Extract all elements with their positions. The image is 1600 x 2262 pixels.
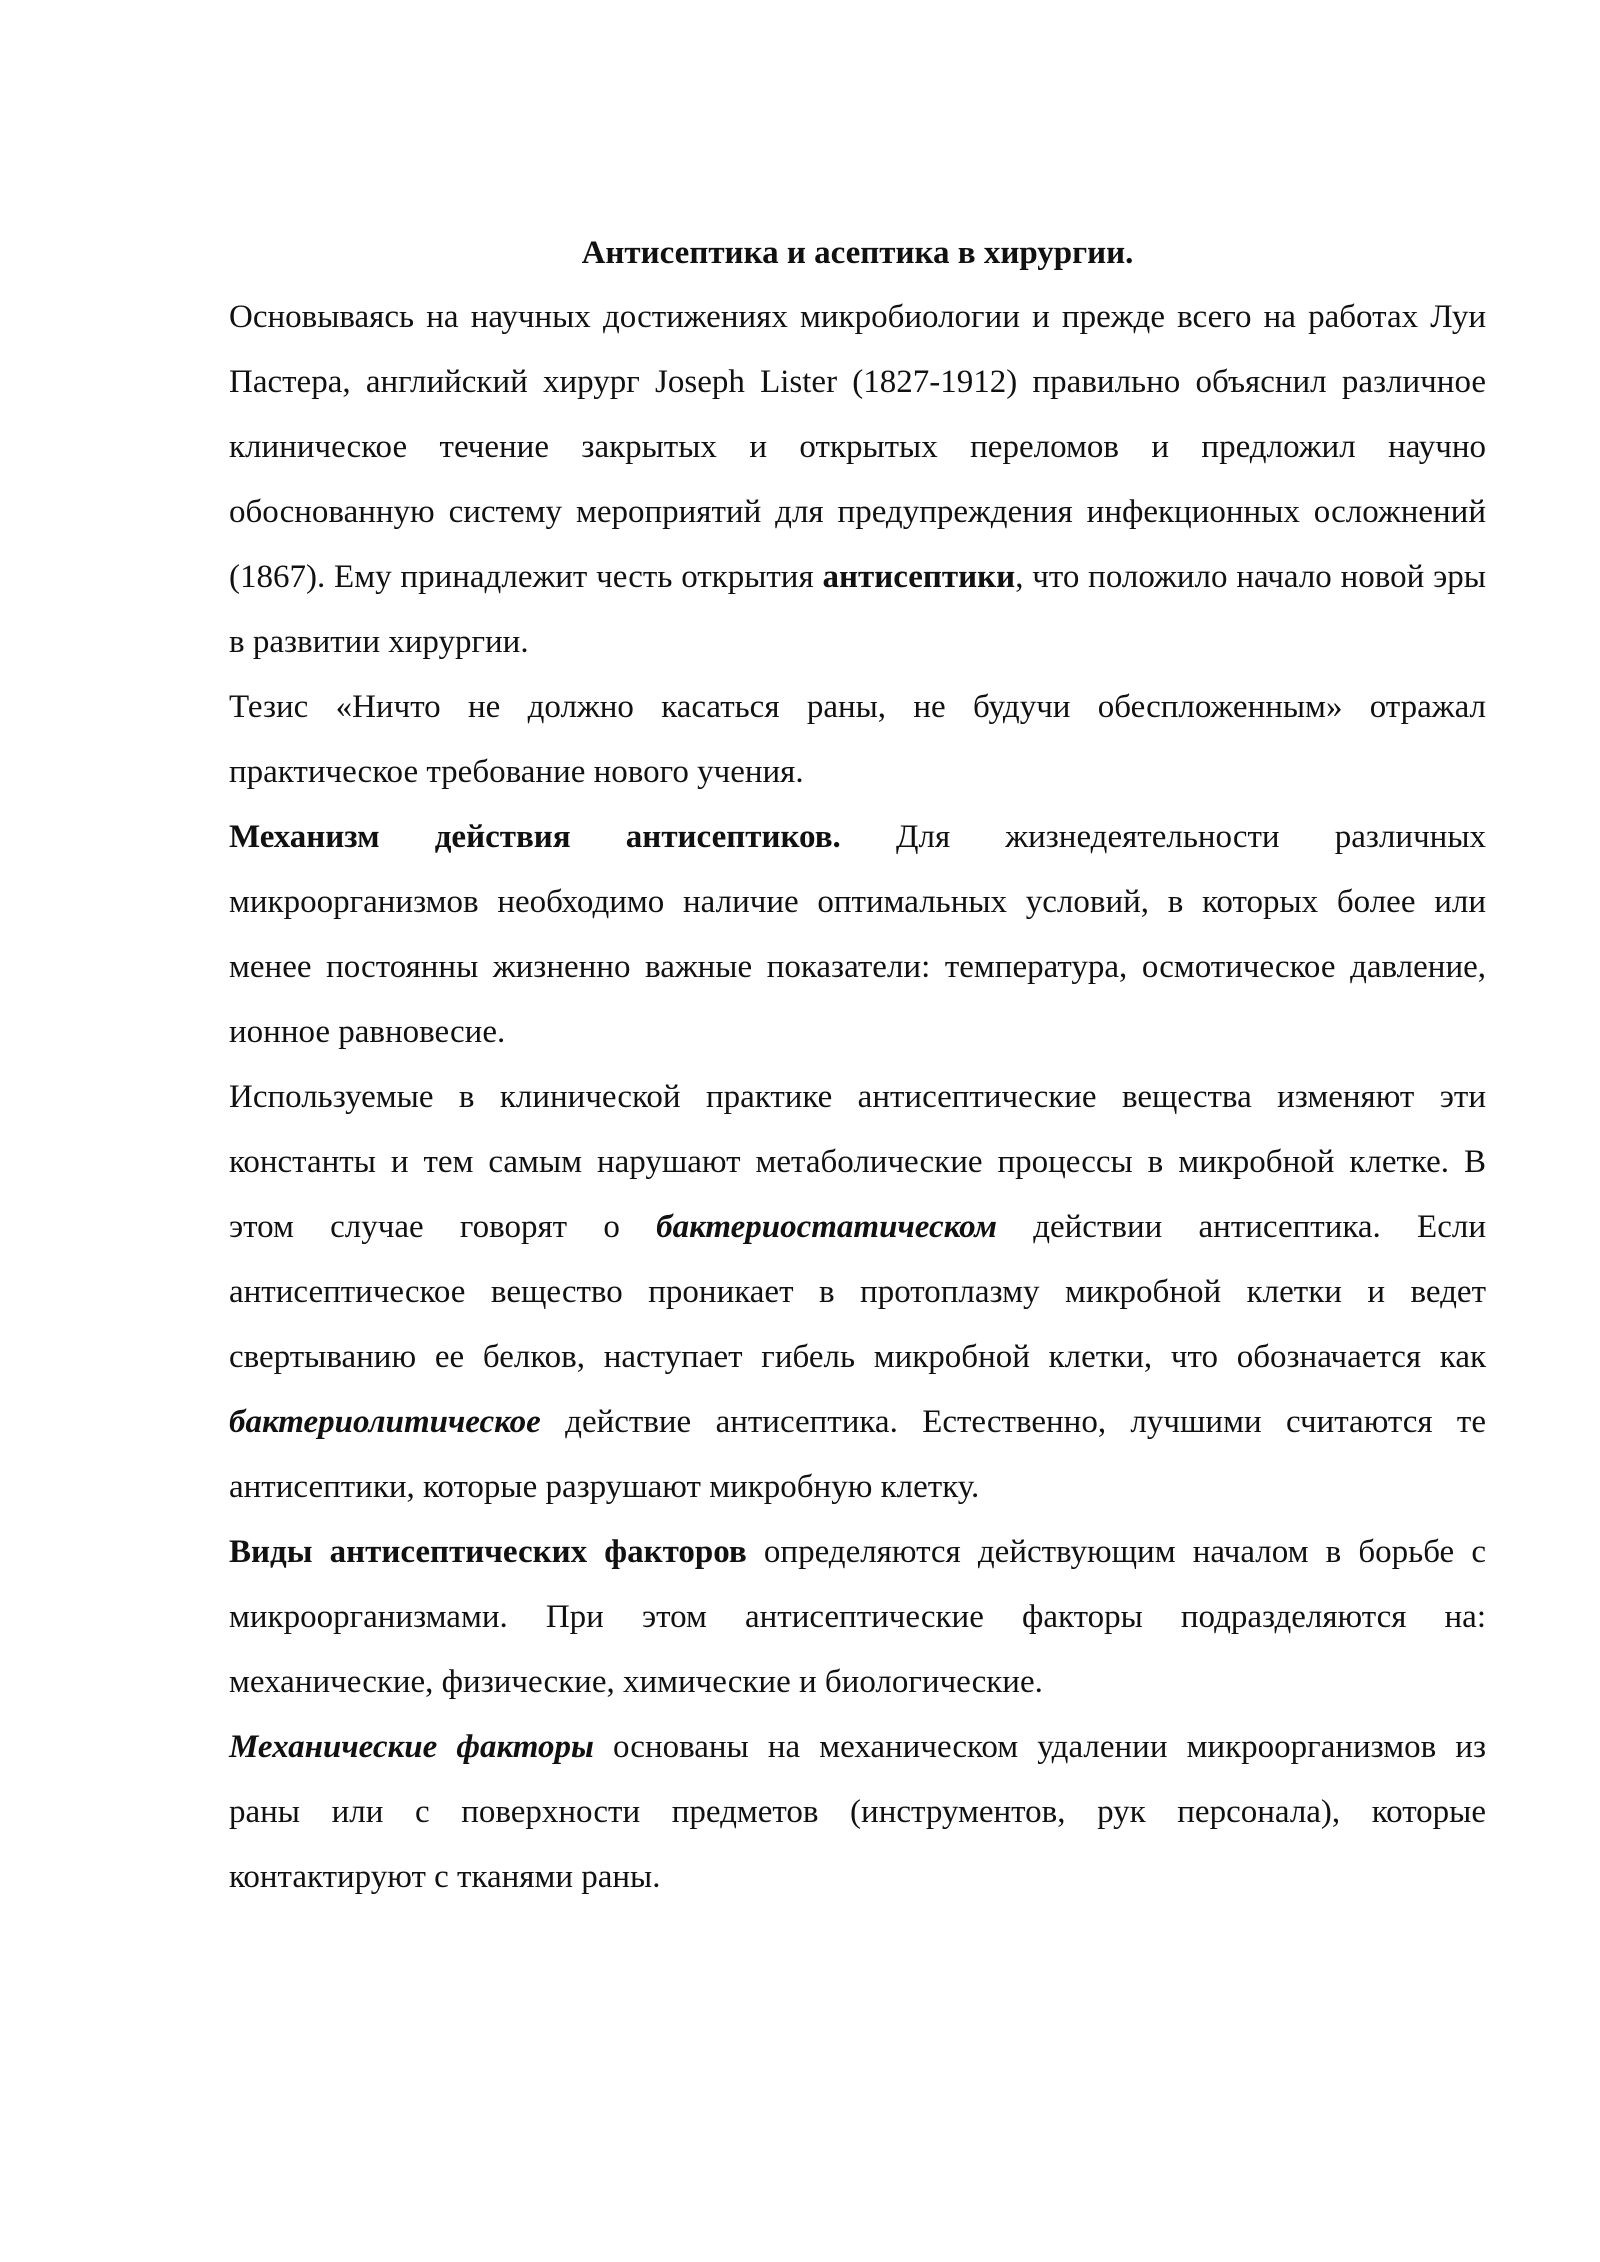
term-bacteriolytic: бактериолитическое xyxy=(229,1404,541,1440)
term-mechanical-factors: Механические факторы xyxy=(229,1729,594,1765)
paragraph-text: , что положило начало новой эры в развитии хирургии. xyxy=(229,559,1486,660)
paragraph-factor-types xyxy=(229,1520,1486,1715)
section-heading-mechanism: Механизм действия антисептиков. xyxy=(229,819,841,855)
paragraph-lister xyxy=(229,285,1486,675)
paragraph-usage xyxy=(229,1065,1486,1520)
term-bacteriostatic: бактериостатическом xyxy=(656,1209,997,1245)
paragraph-text: действии антисептика. Если антисептическое вещество проникает в протоплазму микробной клетки и ведет свертыванию ее белков, наступает гибель микробной клетки, что обозначается как xyxy=(229,1209,1486,1375)
term-antiseptics: антисептики xyxy=(822,559,1016,595)
paragraph-text: Тезис «Ничто не должно касаться раны, не будучи обеспложенным» отражал практическое требование нового учения. xyxy=(229,689,1486,790)
paragraph-thesis xyxy=(229,675,1486,805)
document-page xyxy=(229,228,1486,1910)
paragraph-text: определяются действующим началом в борьбе с микроорганизмами. При этом антисептические факторы подразделяются на: механические, физические, химические и биологические. xyxy=(229,1534,1486,1700)
paragraph-text: Основываясь на научных достижениях микробиологии и прежде всего на работах Луи Пастера, английский хирург Joseph Lister (1827-1912) правильно объяснил различное клиническое течение закрытых и открытых переломов и предложил научно обоснованную систему мероприятий для предупреждения инфекционных осложнений (1867). Ему принадлежит честь открытия xyxy=(229,299,1486,595)
section-heading-factor-types: Виды антисептических факторов xyxy=(229,1534,747,1570)
paragraph-mechanism xyxy=(229,805,1486,1065)
paragraph-mechanical-factors xyxy=(229,1715,1486,1910)
paragraph-text: действие антисептика. Естественно, лучшими считаются те антисептики, которые разрушают микробную клетку. xyxy=(229,1404,1486,1505)
document-title: Антисептика и асептика в хирургии. xyxy=(581,235,1134,271)
paragraph-text: Используемые в клинической практике антисептические вещества изменяют эти константы и тем самым нарушают метаболические процессы в микробной клетке. В этом случае говорят о xyxy=(229,1079,1486,1245)
paragraph-text: Для жизнедеятельности различных микроорганизмов необходимо наличие оптимальных условий, в которых более или менее постоянны жизненно важные показатели: температура, осмотическое давление, ионное равновесие. xyxy=(229,819,1486,1050)
paragraph-text: основаны на механическом удалении микроорганизмов из раны или с поверхности предметов (инструментов, рук персонала), которые контактируют с тканями раны. xyxy=(229,1729,1486,1895)
